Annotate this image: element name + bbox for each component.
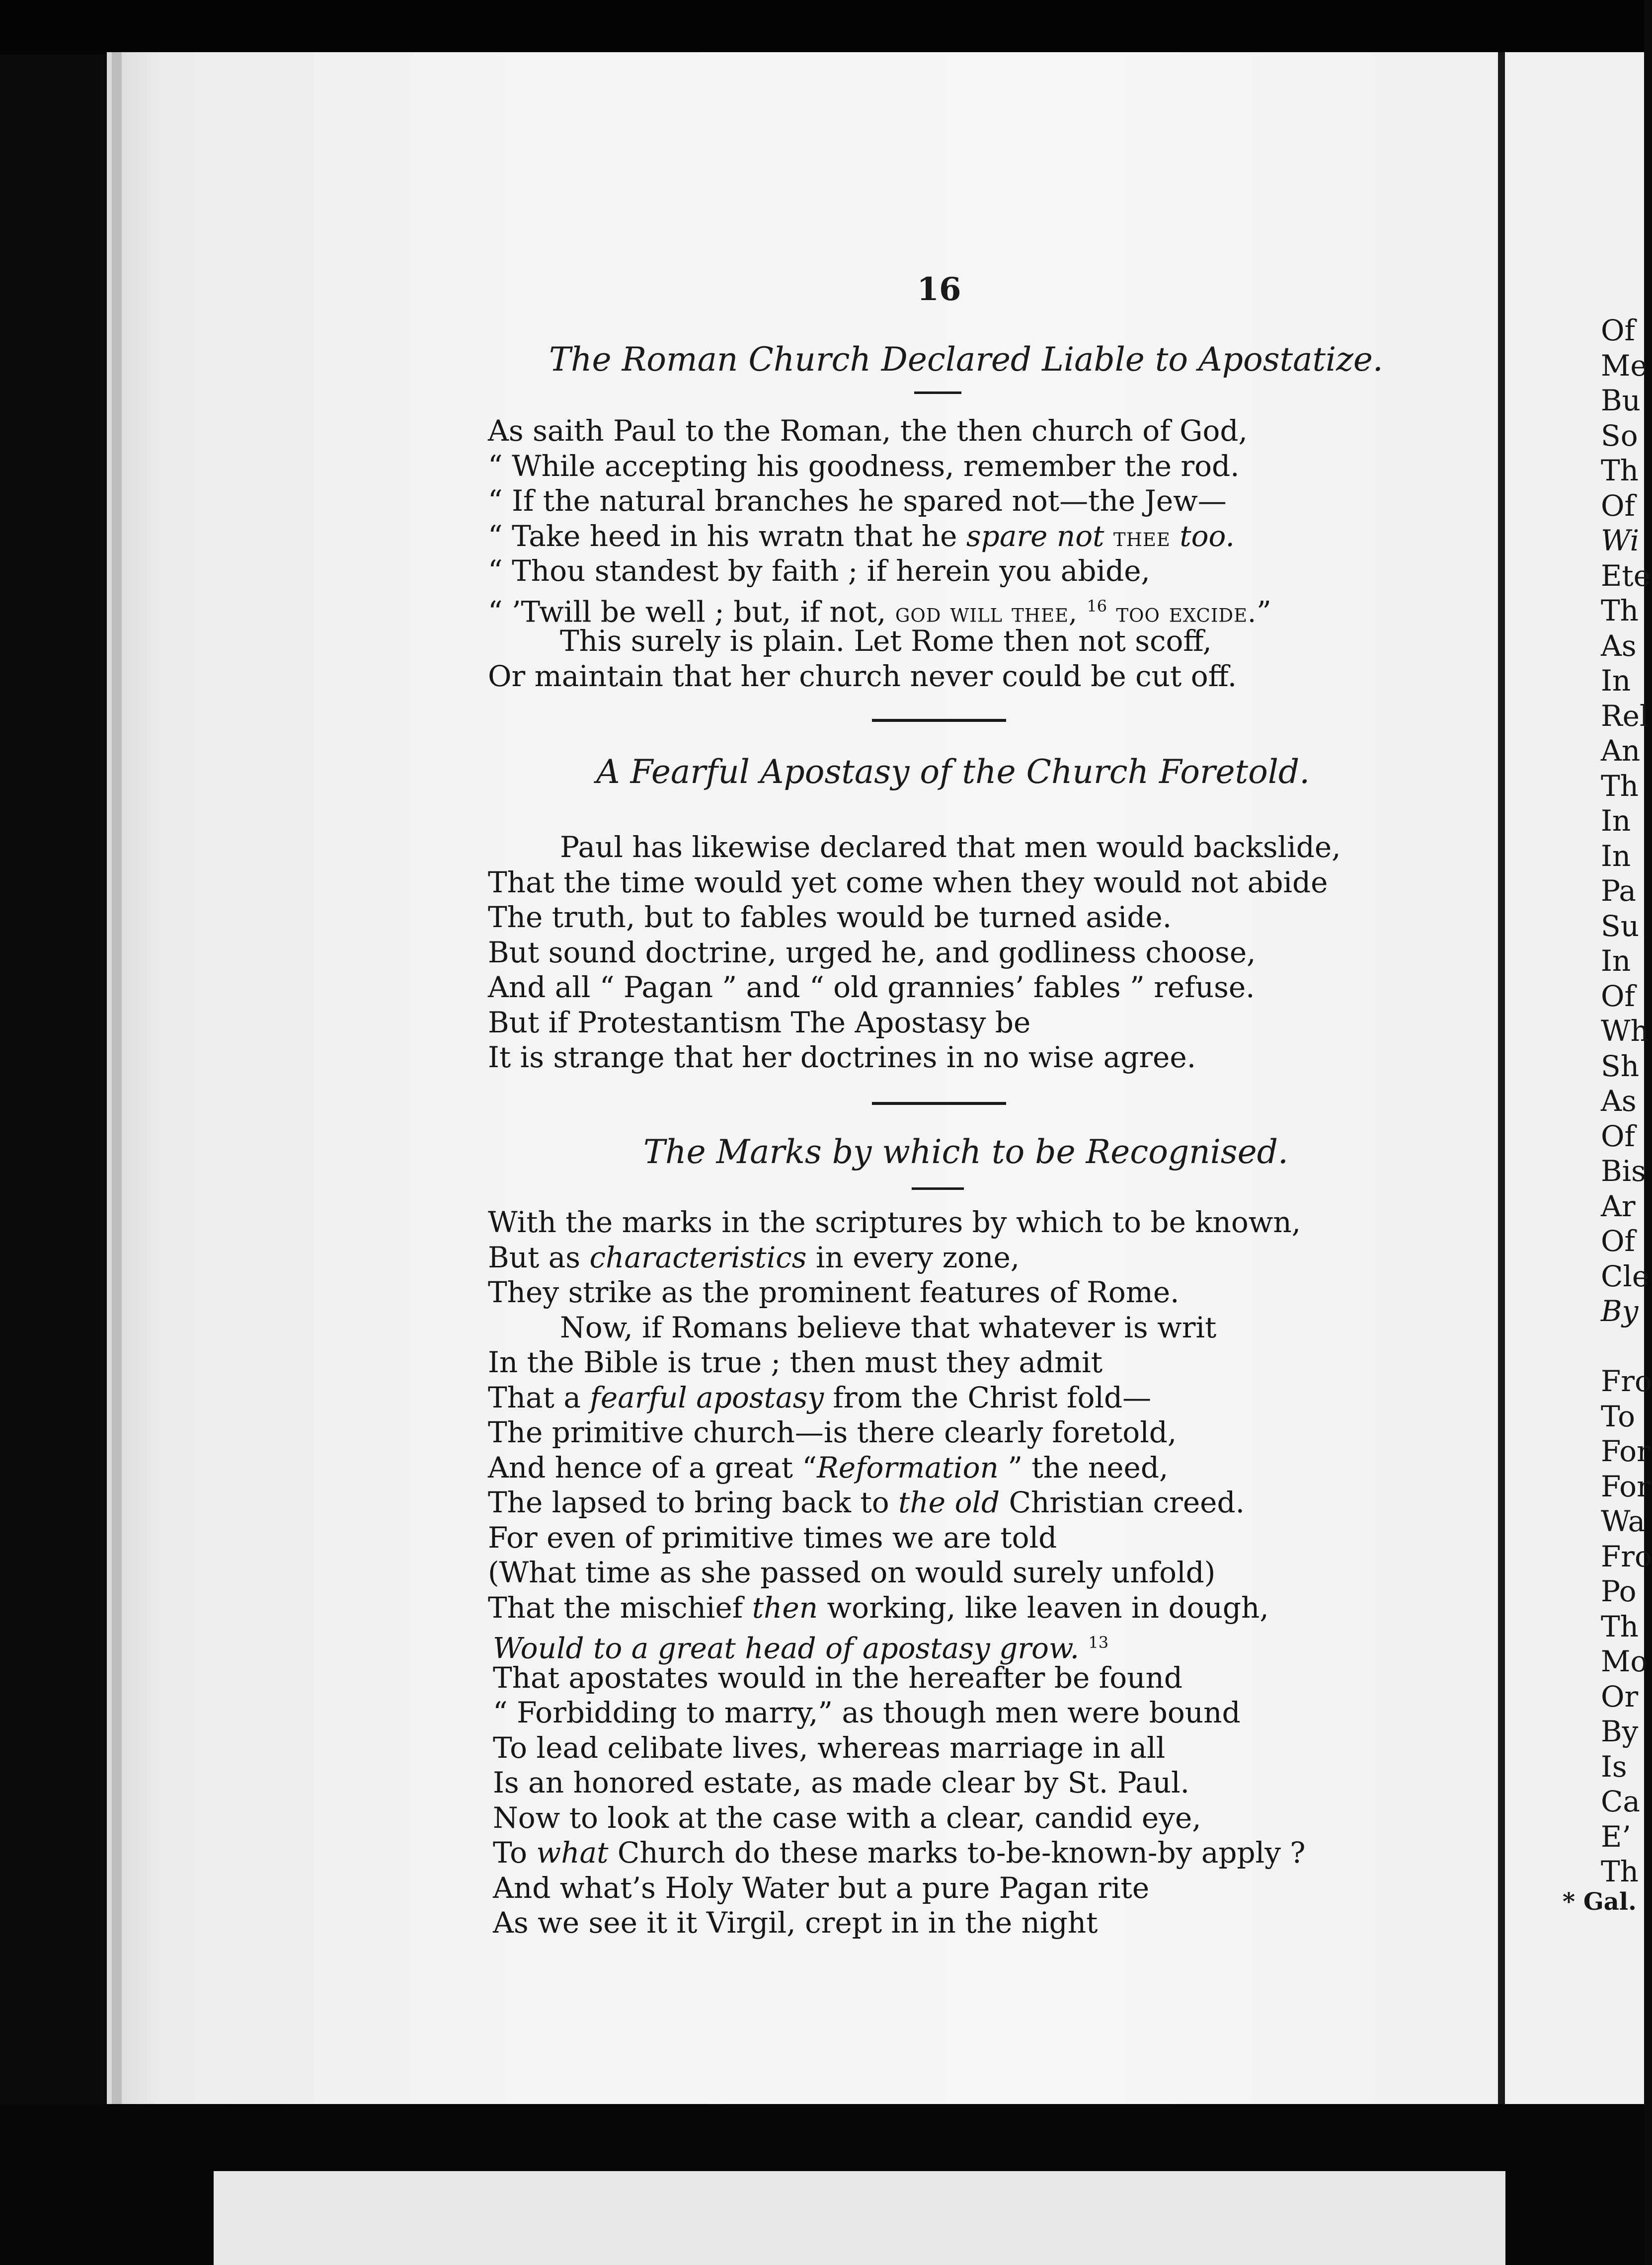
verse-text: “ Take heed in his wratn that he (488, 519, 957, 553)
section-heading-marks: The Marks by which to be Recognised. (643, 1133, 1288, 1171)
facing-page-line: Ca (1601, 1785, 1640, 1818)
verse-line: “ If the natural branches he spared not—the Jew— (488, 484, 1227, 518)
reference-number: 13 (1088, 1633, 1109, 1652)
facing-page-line: In (1601, 839, 1631, 873)
facing-page-line: For (1601, 1469, 1651, 1503)
facing-page-line: Fro (1601, 1364, 1652, 1398)
facing-page-line: Th (1601, 769, 1639, 803)
page-edge (112, 52, 122, 2109)
facing-page-line: Su (1601, 909, 1640, 943)
facing-page-text (1601, 313, 1652, 1889)
facing-page-line: Mo (1601, 1644, 1648, 1678)
verse-italic: Reformation (817, 1450, 999, 1484)
verse-line: Now to look at the case with a clear, candid eye, (493, 1800, 1201, 1835)
verse-line: To lead celibate lives, whereas marriage in all (493, 1730, 1166, 1765)
heading-underline (914, 391, 961, 394)
facing-page-line: Of (1601, 488, 1636, 523)
verse-line: Now, if Romans believe that whatever is writ (560, 1310, 1217, 1344)
verse-line: This surely is plain. Let Rome then not scoff, (560, 624, 1212, 658)
facing-page-line: Of (1601, 1119, 1636, 1153)
verse-line (488, 1590, 1306, 1626)
verse-block-3 (488, 1205, 1306, 1941)
verse-italic: Would to a great head of apostasy grow. (493, 1631, 1080, 1665)
facing-page-line: Pa (1601, 874, 1636, 908)
verse-italic: fearful apostasy (590, 1380, 824, 1414)
verse-text: That the mischief (488, 1590, 743, 1625)
verse-text: Christian creed. (1009, 1485, 1245, 1519)
verse-line: And what’s Holy Water but a pure Pagan rite (493, 1871, 1150, 1905)
verse-small-caps: too excide. (1116, 596, 1257, 628)
verse-italic: then (752, 1590, 818, 1625)
verse-italic: characteristics (589, 1240, 807, 1274)
verse-line: But sound doctrine, urged he, and godliness choose, (488, 935, 1256, 969)
verse-line: “ While accepting his goodness, remember the rod. (488, 449, 1240, 483)
facing-page-line: In (1601, 944, 1631, 978)
verse-block-1 (488, 413, 1271, 694)
verse-line (488, 1835, 1306, 1871)
facing-page-line: Wi (1601, 524, 1640, 557)
facing-page-line: Is (1601, 1749, 1627, 1784)
verse-line (488, 519, 1271, 554)
facing-page-line: Wa (1601, 1504, 1646, 1538)
facing-page-line: In (1601, 804, 1631, 838)
facing-page-line: Th (1601, 454, 1639, 487)
facing-page-line: Rel (1601, 699, 1649, 733)
facing-page-line: Of (1601, 313, 1636, 347)
facing-page-line: Th (1601, 1609, 1639, 1643)
verse-line: The primitive church—is there clearly foretold, (488, 1415, 1177, 1449)
facing-page-line (1601, 1329, 1652, 1364)
facing-page-line: Ar (1601, 1189, 1636, 1223)
facing-page-line: Bis (1601, 1154, 1646, 1188)
facing-page-line: Or (1601, 1679, 1639, 1714)
verse-text: But as (488, 1240, 581, 1274)
facing-page-line: Of (1601, 1224, 1636, 1258)
facing-page-line: An (1601, 734, 1641, 768)
verse-italic: spare not (966, 519, 1104, 553)
verse-line: (What time as she passed on would surely unfold) (488, 1556, 1216, 1589)
facing-page-line: Wh (1601, 1014, 1649, 1048)
reference-number: 16 (1087, 596, 1107, 616)
verse-block-2 (488, 830, 1341, 1075)
verse-line: For even of primitive times we are told (488, 1520, 1057, 1555)
scan-top-border (0, 0, 1644, 55)
verse-line: “ Forbidding to marry,” as though men were bound (493, 1696, 1241, 1729)
facing-page-line: Bu (1601, 384, 1641, 417)
verse-line: That apostates would in the hereafter be found (493, 1660, 1182, 1695)
verse-small-caps: thee (1113, 521, 1171, 552)
verse-line: But if Protestantism The Apostasy be (488, 1005, 1031, 1039)
facing-page-line: Ete (1601, 558, 1651, 593)
verse-text: Church do these marks to-be-known-by apply ? (617, 1836, 1306, 1870)
verse-italic: the old (898, 1485, 1000, 1519)
verse-italic: what (536, 1836, 609, 1870)
verse-text: working, like leaven in dough, (827, 1590, 1269, 1625)
verse-line (488, 1625, 1306, 1665)
verse-text: To (493, 1836, 528, 1870)
verse-line (488, 1380, 1306, 1415)
verse-text: That a (488, 1380, 581, 1414)
verse-line: And all “ Pagan ” and “ old grannies’ fables ” refuse. (488, 970, 1255, 1004)
page-number: 16 (917, 271, 961, 308)
verse-line: In the Bible is true ; then must they admit (488, 1345, 1103, 1379)
heading-underline (912, 1187, 964, 1190)
verse-line (488, 1485, 1306, 1520)
facing-page-line: To (1601, 1399, 1636, 1433)
verse-line: Or maintain that her church never could be cut off. (488, 659, 1237, 693)
verse-text: The lapsed to bring back to (488, 1485, 889, 1519)
verse-line: As saith Paul to the Roman, the then church of God, (488, 414, 1248, 448)
verse-line: The truth, but to fables would be turned aside. (488, 900, 1172, 934)
section-heading-fearful-apostasy: A Fearful Apostasy of the Church Foretold. (596, 753, 1310, 791)
verse-line: It is strange that her doctrines in no wise agree. (488, 1040, 1196, 1074)
verse-line (488, 1450, 1306, 1485)
verse-text: And hence of a great “ (488, 1450, 817, 1484)
facing-page-line: Me (1601, 348, 1648, 383)
section-divider (872, 1102, 1006, 1105)
facing-page-line: In (1601, 664, 1631, 698)
verse-line: As we see it it Virgil, crept in in the night (493, 1906, 1098, 1940)
verse-text: ” the need, (1008, 1450, 1169, 1484)
verse-text: ” (1257, 594, 1271, 628)
verse-line: “ Thou standest by faith ; if herein you abide, (488, 554, 1150, 588)
verse-italic: too. (1180, 519, 1235, 553)
verse-line (488, 589, 1271, 628)
verse-text: from the Christ fold— (833, 1380, 1152, 1414)
verse-line: They strike as the prominent features of Rome. (488, 1275, 1180, 1309)
facing-page-line: Fro (1601, 1539, 1652, 1573)
facing-page-line: Po (1601, 1574, 1637, 1608)
verse-line: Is an honored estate, as made clear by St. Paul. (493, 1766, 1190, 1799)
facing-page-line: Th (1601, 1855, 1639, 1888)
facing-page-line: Sh (1601, 1049, 1640, 1083)
facing-page-line: Cle (1601, 1259, 1650, 1293)
next-page-strip (214, 2171, 1505, 2265)
facing-page-footnote: * Gal. (1563, 1888, 1637, 1916)
verse-small-caps: god will thee, (895, 596, 1078, 628)
facing-page-line: Th (1601, 594, 1639, 627)
verse-line (488, 1240, 1306, 1275)
facing-page-line: As (1601, 628, 1637, 663)
facing-page-line: As (1601, 1084, 1637, 1118)
verse-text: “ ’Twill be well ; but, if not, (488, 594, 886, 628)
facing-page-line: Of (1601, 979, 1636, 1013)
verse-line: That the time would yet come when they would not abide (488, 865, 1328, 899)
facing-page-line: By (1601, 1294, 1639, 1328)
facing-page-line: For (1601, 1434, 1651, 1468)
facing-page-line: By (1601, 1715, 1639, 1748)
verse-line: With the marks in the scriptures by which to be known, (488, 1205, 1301, 1239)
section-divider (872, 719, 1006, 722)
facing-page-line: E’ (1601, 1819, 1631, 1854)
verse-line: Paul has likewise declared that men would backslide, (560, 830, 1341, 864)
book-gutter (1498, 52, 1505, 2109)
verse-text: in every zone, (815, 1240, 1020, 1274)
section-heading-roman-church: The Roman Church Declared Liable to Apostatize. (549, 340, 1383, 379)
facing-page-line: So (1601, 418, 1638, 453)
